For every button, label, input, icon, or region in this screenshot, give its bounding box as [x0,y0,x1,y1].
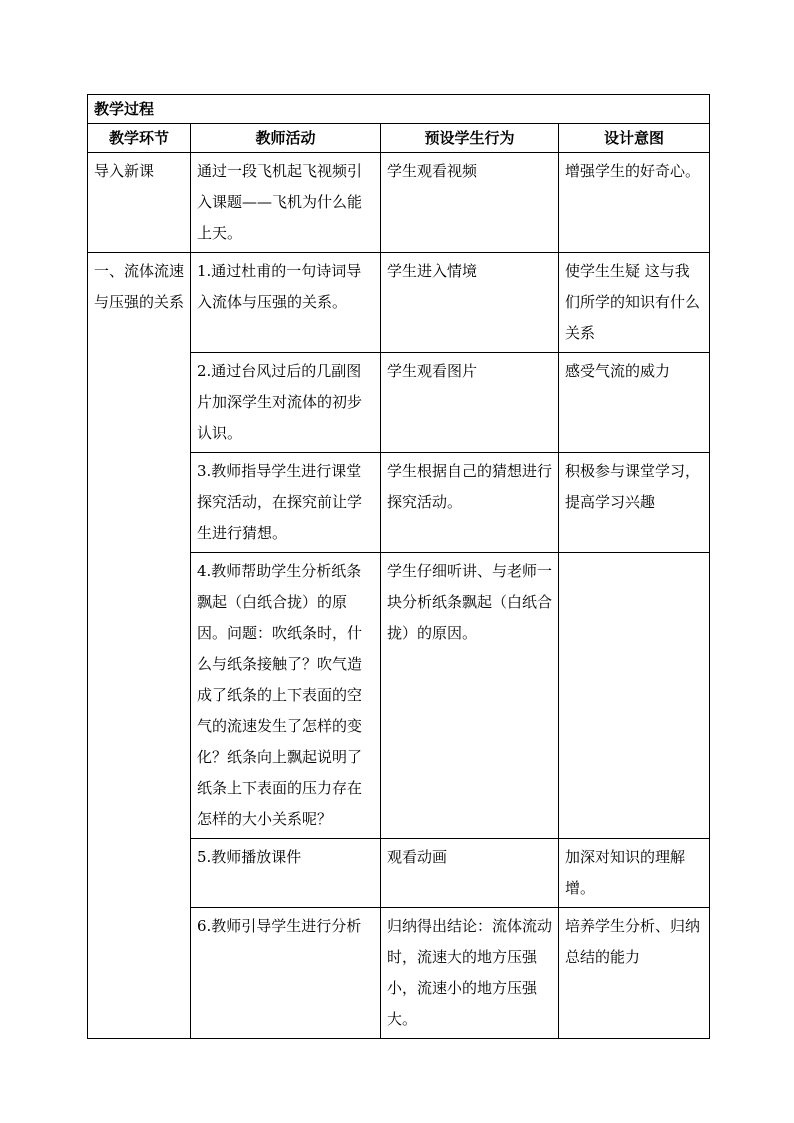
student-behavior-cell: 归纳得出结论：流体流动时，流速大的地方压强小，流速小的地方压强大。 [381,908,559,1039]
student-behavior-cell: 学生根据自己的猜想进行探究活动。 [381,453,559,553]
design-intent-cell: 培养学生分析、归纳总结的能力 [559,908,710,1039]
header-student-behavior: 预设学生行为 [381,124,559,153]
header-teacher-activity: 教师活动 [191,124,381,153]
teacher-activity-cell: 4.教师帮助学生分析纸条飘起（白纸合拢）的原因。问题：吹纸条时，什么与纸条接触了？吹气造成了纸条的上下表面的空气的流速发生了怎样的变化？纸条向上飘起说明了纸条上下表面的压力存在怎样的大小关系呢？ [191,553,381,839]
student-behavior-cell: 学生进入情境 [381,253,559,353]
table-title: 教学过程 [88,95,710,124]
teacher-activity-cell: 1.通过杜甫的一句诗词导入流体与压强的关系。 [191,253,381,353]
student-behavior-cell: 学生仔细听讲、与老师一块分析纸条飘起（白纸合拢）的原因。 [381,553,559,839]
section-cell: 导入新课 [88,153,191,253]
student-behavior-cell: 观看动画 [381,839,559,908]
table-row [88,253,710,353]
design-intent-cell [559,553,710,839]
section-cell: 一、流体流速与压强的关系 [88,253,191,1039]
teacher-activity-cell: 6.教师引导学生进行分析 [191,908,381,1039]
header-section: 教学环节 [88,124,191,153]
design-intent-cell: 增强学生的好奇心。 [559,153,710,253]
student-behavior-cell: 学生观看视频 [381,153,559,253]
teaching-process-table [87,94,710,1039]
student-behavior-cell: 学生观看图片 [381,353,559,453]
table-title-row [88,95,710,124]
teacher-activity-cell: 5.教师播放课件 [191,839,381,908]
design-intent-cell: 使学生生疑 这与我们所学的知识有什么关系 [559,253,710,353]
teacher-activity-cell: 2.通过台风过后的几副图片加深学生对流体的初步认识。 [191,353,381,453]
header-design-intent: 设计意图 [559,124,710,153]
teacher-activity-cell: 3.教师指导学生进行课堂探究活动，在探究前让学生进行猜想。 [191,453,381,553]
table-header-row [88,124,710,153]
design-intent-cell: 加深对知识的理解增。 [559,839,710,908]
teacher-activity-cell: 通过一段飞机起飞视频引入课题——飞机为什么能上天。 [191,153,381,253]
table-row [88,153,710,253]
design-intent-cell: 积极参与课堂学习，提高学习兴趣 [559,453,710,553]
design-intent-cell: 感受气流的威力 [559,353,710,453]
